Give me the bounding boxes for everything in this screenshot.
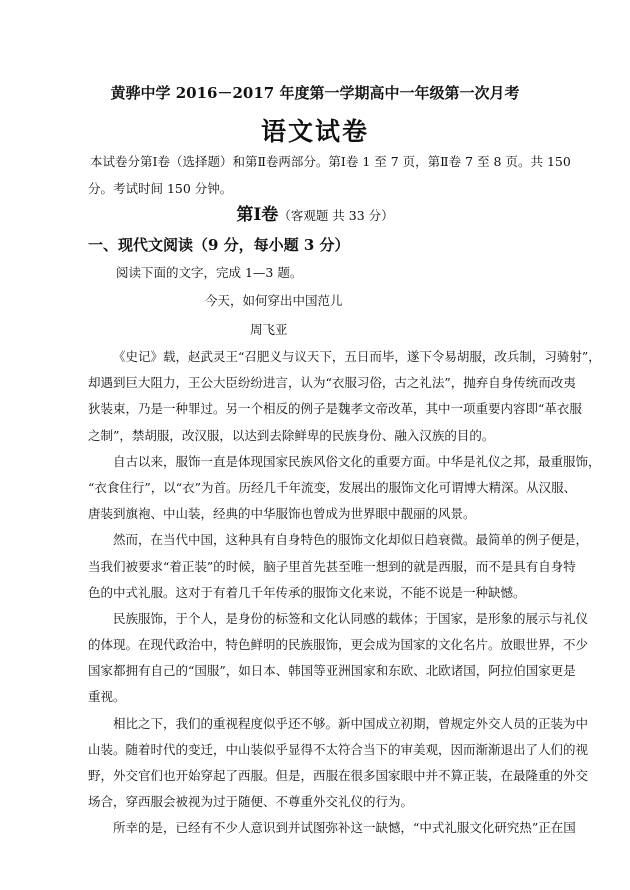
subject-title: 语文试卷 [260,117,369,146]
paragraph [88,711,589,816]
text-line: “衣食住行”，以“衣”为首。历经几千年流变，发展出的服饰文化可谓博大精深。从汉服、 [88,479,577,495]
section-heading: 一、现代文阅读（9 分，每小题 3 分） [88,236,350,254]
exam-intro [88,148,571,202]
text-line: 色的中式礼服。这对于有着几千年传承的服饰文化来说，不能不说是一种缺憾。 [88,584,526,600]
exam-title: 黄骅中学 2016－2017 年度第一学期高中一年级第一次月考 [110,84,520,102]
text-line: 当我们被要求“着正装”的时候，脑子里首先甚至唯一想到的就是西服，而不是具有自身特 [88,558,576,574]
text-line: 自古以来，服饰一直是体现国家民族风俗文化的重要方面。中华是礼仪之邦，最重服饰， [113,453,601,469]
intro-line: 本试卷分第Ⅰ卷（选择题）和第Ⅱ卷两部分。第Ⅰ卷 1 至 7 页，第Ⅱ卷 7 至 8 页。共 150 [90,154,571,169]
text-line: 所幸的是，已经有不少人意识到并试图弥补这一缺憾，“中式礼服文化研究热”正在国 [113,820,576,836]
paragraph [88,527,589,606]
text-line: 却遇到巨大阻力，王公大臣纷纷进言，认为“衣服习俗，古之礼法”，抛弃自身传统而改夷 [88,375,576,391]
paragraph [88,606,589,711]
text-line: 山装。随着时代的变迁，中山装似乎显得不太符合当下的审美观，因而渐渐退出了人们的视 [88,741,589,757]
text-line: 的体现。在现代政治中，特色鲜明的民族服饰，更会成为国家的文化名片。放眼世界，不少 [88,637,589,653]
text-line: 重视。 [88,689,126,705]
text-line: 唐装到旗袍、中山装，经典的中华服饰也曾成为世界眼中靓丽的风景。 [88,506,476,522]
reading-instruction: 阅读下面的文字，完成 1—3 题。 [116,265,303,280]
text-line: 场合，穿西服会被视为过于随便、不尊重外交礼仪的行为。 [88,794,414,810]
paragraph [88,815,576,841]
article-title: 今天，如何穿出中国范儿 [205,293,343,308]
paragraph [88,449,601,528]
text-line: 民族服饰，于个人，是身份的标签和文化认同感的载体；于国家，是形象的展示与礼仪 [113,610,589,626]
part-one-title [0,200,630,225]
text-line: 国家都拥有自己的“国服”，如日本、韩国等亚洲国家和东欧、北欧诸国，阿拉伯国家更是 [88,663,576,679]
text-line: 之制”，禁胡服，改汉服，以达到去除鲜卑的民族身份、融入汉族的目的。 [88,427,495,443]
article-body [88,344,601,842]
paragraph [88,344,601,449]
text-line: 《史记》载，赵武灵王“召肥义与议天下，五日而毕，遂下令易胡服，改兵制，习骑射”， [113,349,601,364]
text-line: 狄装束，乃是一种罪过。另一个相反的例子是魏孝文帝改革，其中一项重要内容即“革衣服 [88,401,582,417]
part-one-subtitle: （客观题 共 33 分） [278,208,394,223]
text-line: 然而，在当代中国，这种具有自身特色的服饰文化却似日趋衰微。最简单的例子便是， [113,532,589,548]
part-one-label: 第Ⅰ卷 [236,205,279,225]
text-line: 相比之下，我们的重视程度似乎还不够。新中国成立初期，曾规定外交人员的正装为中 [113,715,589,731]
intro-line: 分。考试时间 150 分钟。 [88,181,233,196]
article-author: 周飞亚 [250,322,288,337]
text-line: 野，外交官们也开始穿起了西服。但是，西服在很多国家眼中并不算正装，在最隆重的外交 [88,768,589,783]
